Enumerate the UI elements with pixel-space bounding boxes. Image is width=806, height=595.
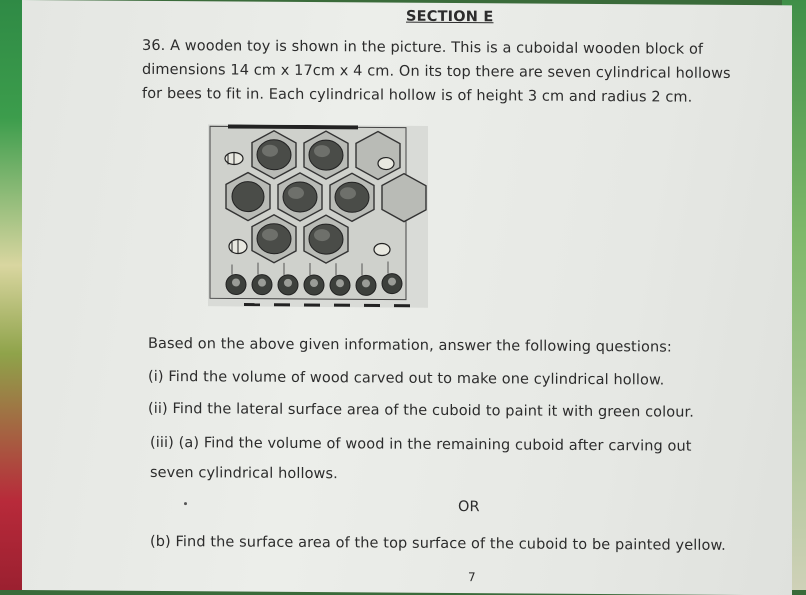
or-separator: OR <box>458 499 480 515</box>
stray-dot <box>184 502 187 505</box>
honeycomb-toy-picture <box>208 124 428 308</box>
section-heading: SECTION E <box>406 9 494 26</box>
instructions-text: Based on the above given information, answer the following questions: <box>148 336 672 356</box>
part-b: (b) Find the surface area of the top surface of the cuboid to be painted yellow. <box>150 534 726 554</box>
part-iii-line-2: seven cylindrical hollows. <box>150 465 338 482</box>
question-line-2: dimensions 14 cm x 17cm x 4 cm. On its top there are seven cylindrical hollows <box>142 62 731 82</box>
question-line-1: 36. A wooden toy is shown in the picture. This is a cuboidal wooden block of <box>142 38 703 58</box>
part-iii-line-1: (iii) (a) Find the volume of wood in the remaining cuboid after carving out <box>150 435 692 455</box>
part-ii: (ii) Find the lateral surface area of the cuboid to paint it with green colour. <box>148 401 694 421</box>
part-i: (i) Find the volume of wood carved out to make one cylindrical hollow. <box>148 369 664 389</box>
question-line-3: for bees to fit in. Each cylindrical hollow is of height 3 cm and radius 2 cm. <box>142 86 692 106</box>
page-number: 7 <box>468 570 476 584</box>
exam-paper <box>22 0 792 595</box>
